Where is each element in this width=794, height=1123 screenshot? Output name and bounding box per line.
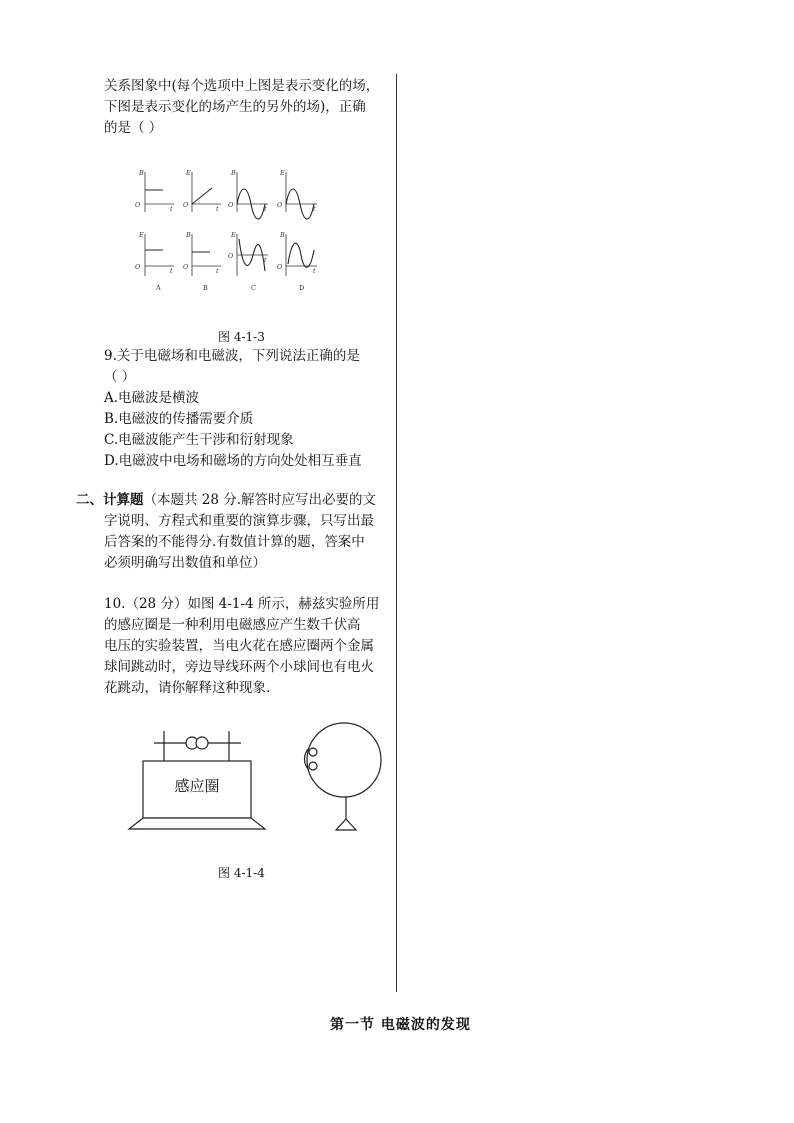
section2-desc-line2: 后答案的不能得分.有数值计算的题，答案中 xyxy=(104,534,365,550)
wire-ring xyxy=(307,723,381,797)
column-divider xyxy=(396,74,397,992)
figure-4-1-3-caption: 图 4-1-3 xyxy=(218,330,265,344)
question8-line3: 的是（ ） xyxy=(104,120,163,136)
option-c-label: C xyxy=(251,284,256,292)
section2-desc-line1: 字说明、方程式和重要的演算步骤，只写出最 xyxy=(104,513,374,529)
graph-a-top-ylabel: B xyxy=(139,169,144,177)
graph-b-bottom-ylabel: B xyxy=(186,231,191,239)
graph-d-bottom-curve xyxy=(288,243,314,267)
graph-a-top-origin: O xyxy=(135,201,141,209)
section2-desc-line3: 必须明确写出数值和单位） xyxy=(104,555,266,571)
question9-choice-a: A.电磁波是横波 xyxy=(104,390,200,406)
graph-d-bottom-origin: O xyxy=(277,263,283,271)
question9-choice-b: B.电磁波的传播需要介质 xyxy=(104,411,254,427)
option-a-label: A xyxy=(156,284,161,292)
graph-b-bottom-xlabel: t xyxy=(216,267,219,275)
ring-ball-upper xyxy=(309,748,317,756)
question9-bracket: （ ） xyxy=(104,369,136,385)
figure-4-1-3-graphs xyxy=(130,166,330,296)
graph-b-top-origin: O xyxy=(183,201,189,209)
spark-ball-right xyxy=(196,737,208,749)
question9-stem: 9.关于电磁场和电磁波，下列说法正确的是 xyxy=(104,348,360,364)
ring-ball-lower xyxy=(309,762,317,770)
section2-heading xyxy=(76,490,376,511)
question10-line4: 球间跳动时，旁边导线环两个小球间也有电火 xyxy=(104,659,374,675)
graph-d-top-xlabel: t xyxy=(313,205,316,213)
graph-c-bottom-origin: O xyxy=(228,252,234,260)
ring-stand-base xyxy=(336,819,356,830)
question8-line1: 关系图象中(每个选项中上图是表示变化的场， xyxy=(104,78,380,94)
question8-line2: 下图是表示变化的场产生的另外的场)，正确 xyxy=(104,99,366,115)
question10-line1: 10.（28 分）如图 4-1-4 所示，赫兹实验所用 xyxy=(104,596,380,612)
graph-b-top-ylabel: E xyxy=(186,169,191,177)
question9-choice-d: D.电磁波中电场和磁场的方向处处相互垂直 xyxy=(104,453,362,469)
graph-a-bottom-ylabel: E xyxy=(139,231,144,239)
graph-c-top-ylabel: B xyxy=(231,169,236,177)
graph-b-bottom-origin: O xyxy=(183,263,189,271)
graph-b-top-xlabel: t xyxy=(216,205,219,213)
figure-4-1-4-apparatus xyxy=(126,720,388,835)
question9-choice-c: C.电磁波能产生干涉和衍射现象 xyxy=(104,432,294,448)
section2-title: 计算题 xyxy=(103,492,144,508)
section2-number: 二、 xyxy=(76,492,103,508)
graph-a-top-xlabel: t xyxy=(170,205,173,213)
induction-coil-base xyxy=(129,818,265,829)
graph-d-top-origin: O xyxy=(277,201,283,209)
graph-d-bottom-xlabel: t xyxy=(313,267,316,275)
section2-desc-first: （本题共 28 分.解答时应写出必要的文 xyxy=(143,492,377,508)
graph-b-top-curve xyxy=(192,188,212,204)
graph-d-top-ylabel: E xyxy=(280,169,285,177)
graph-a-bottom-xlabel: t xyxy=(170,267,173,275)
figure-4-1-4-caption: 图 4-1-4 xyxy=(218,866,265,880)
graph-c-top-origin: O xyxy=(228,201,234,209)
question10-line5: 花跳动，请你解释这种现象. xyxy=(104,680,271,696)
graph-c-bottom-ylabel: E xyxy=(231,231,236,239)
graph-a-bottom-origin: O xyxy=(135,263,141,271)
option-b-label: B xyxy=(203,284,208,292)
option-d-label: D xyxy=(299,284,305,292)
induction-coil-label: 感应圈 xyxy=(174,777,220,795)
question10-line3: 电压的实验装置，当电火花在感应圈两个金属 xyxy=(104,638,374,654)
graph-c-top-xlabel: t xyxy=(264,205,267,213)
graph-d-bottom-ylabel: B xyxy=(280,231,285,239)
graph-c-bottom-xlabel: t xyxy=(264,256,267,264)
question10-line2: 的感应圈是一种利用电磁感应产生数千伏高 xyxy=(104,617,361,633)
footer-title: 第一节 电磁波的发现 xyxy=(330,1017,471,1033)
